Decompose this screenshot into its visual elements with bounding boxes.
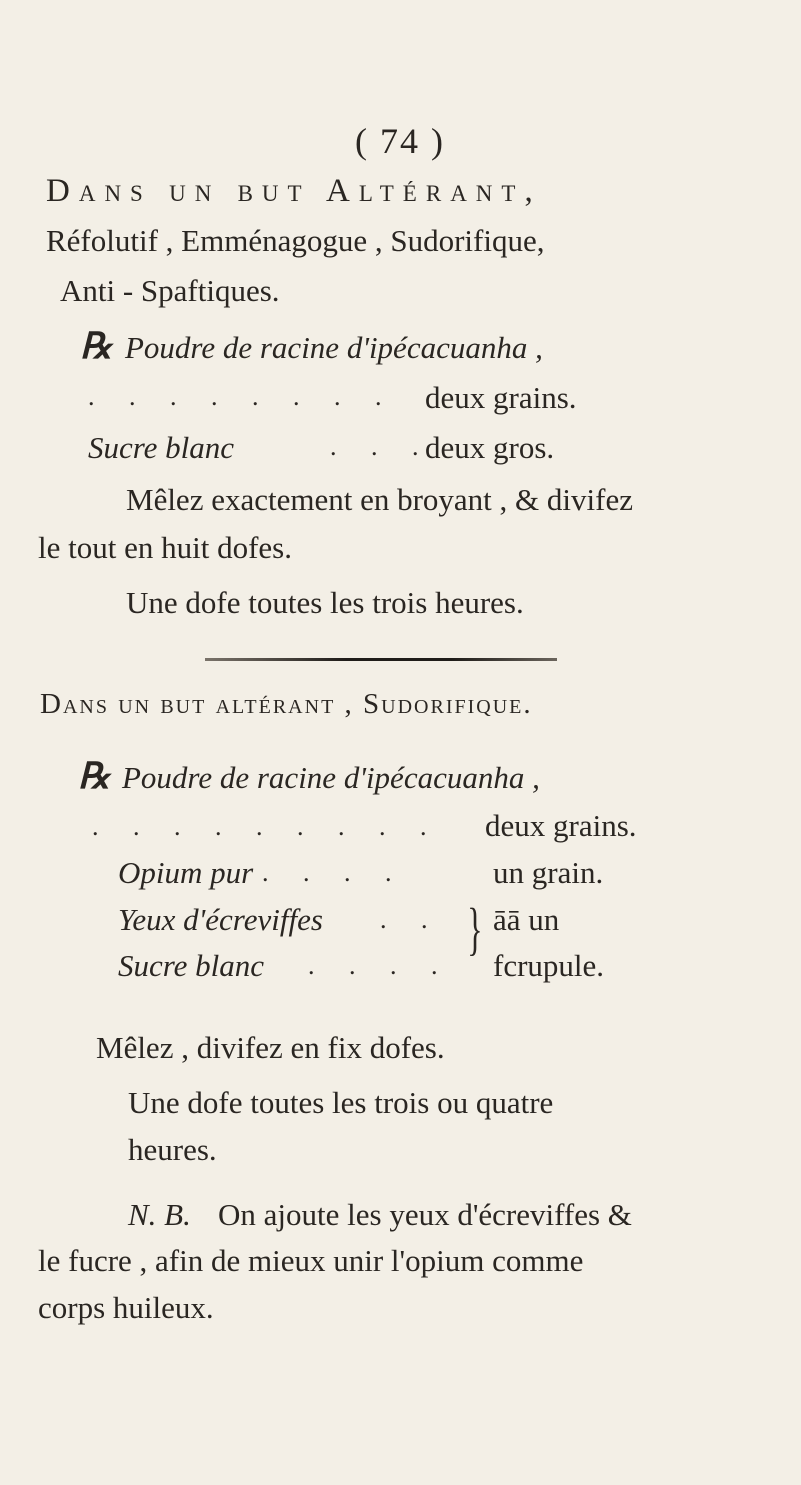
section2-heading: Dans un but altérant , Sudorifique. — [40, 688, 533, 720]
note-line1: On ajoute les yeux d'écreviffes & — [218, 1197, 632, 1232]
section1-ingredient2-name: Sucre blanc — [88, 430, 235, 465]
note-line3: corps huileux. — [38, 1290, 214, 1325]
section1-dose: Une dofe toutes les trois heures. — [126, 585, 524, 620]
section2-ingredient3-dots: . . — [380, 905, 442, 934]
section2-ingredient4-name: Sucre blanc — [118, 948, 265, 983]
page-number: ( 74 ) — [355, 121, 445, 161]
note-line2: le fucre , afin de mieux unir l'opium comme — [38, 1243, 584, 1278]
section2-instruction: Mêlez , divifez en fix dofes. — [96, 1030, 445, 1065]
note-label: N. B. — [128, 1197, 191, 1232]
section2-ingredient3-name: Yeux d'écreviffes — [118, 902, 323, 937]
section2-dose-line1: Une dofe toutes les trois ou quatre — [128, 1085, 554, 1120]
section2-ingredient3-qty: āā un — [493, 902, 560, 937]
section1-ingredient1-name: Poudre de racine d'ipécacuanha , — [125, 330, 543, 365]
section2-ingredient2-dots: . . . . — [262, 858, 406, 887]
section1-subtitle-line2: Anti - Spaftiques. — [60, 273, 280, 308]
grouping-brace: } — [467, 896, 483, 961]
section1-ingredient2-dots: . . . — [330, 432, 433, 461]
section2-ingredient1-name: Poudre de racine d'ipécacuanha , — [122, 760, 540, 795]
section1-ingredient1-dots: . . . . . . . . — [88, 382, 396, 411]
rx-symbol: ℞ — [80, 326, 113, 366]
section1-instruction-line1: Mêlez exactement en broyant , & divifez — [126, 482, 633, 517]
section1-ingredient2-qty: deux gros. — [425, 430, 555, 465]
section2-ingredient1-dots: . . . . . . . . . — [92, 812, 441, 841]
rx-symbol-2: ℞ — [78, 756, 111, 796]
section2-ingredient4-dots: . . . . — [308, 951, 452, 980]
section1-ingredient1-qty: deux grains. — [425, 380, 577, 415]
section2-ingredient1-qty: deux grains. — [485, 808, 637, 843]
section2-dose-line2: heures. — [128, 1132, 217, 1167]
section1-instruction-line2: le tout en huit dofes. — [38, 530, 292, 565]
section1-heading: Dans un but Altérant, — [46, 173, 542, 209]
section2-ingredient4-qty: fcrupule. — [493, 948, 605, 983]
section2-ingredient2-qty: un grain. — [493, 855, 604, 890]
section-divider — [205, 658, 557, 661]
section2-ingredient2-name: Opium pur — [118, 855, 254, 890]
section1-subtitle-line1: Réfolutif , Emménagogue , Sudorifique, — [46, 223, 545, 258]
